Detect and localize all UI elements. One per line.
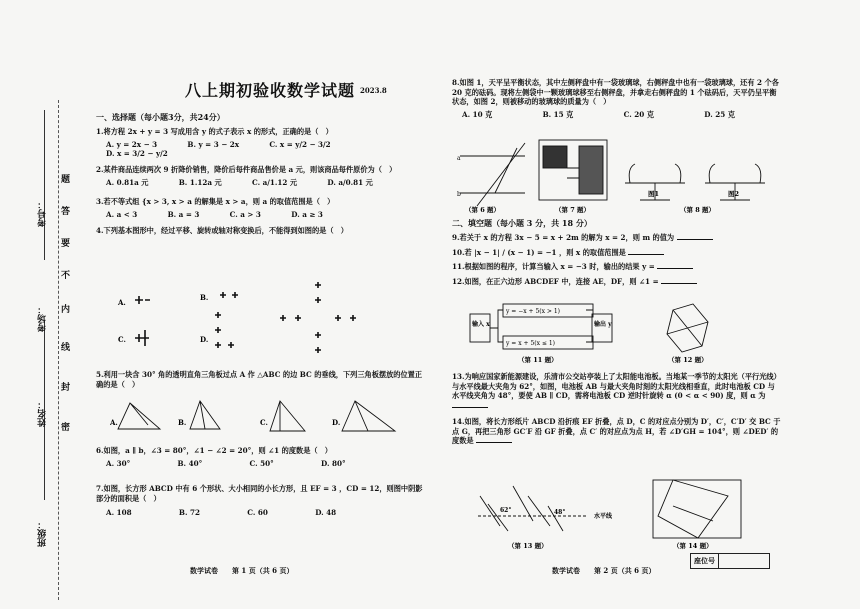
flow-top-label: y = −x + 5(x > 1) (506, 308, 561, 315)
seat-label: 座位号 (691, 554, 719, 568)
binding-strip (0, 90, 80, 609)
caption-f6: （第 6 题） (465, 206, 501, 214)
section-heading: 二、填空题（每小题 3 分，共 18 分） (452, 218, 592, 228)
option-b: B. 15 克 (542, 110, 574, 120)
q10-text: 10.若 |x − 1| / (x − 1) = −1 ，则 x 的取值范围是 (452, 247, 626, 257)
q11-q12-figures (468, 300, 768, 366)
option-c: C. a > 3 (229, 210, 261, 220)
seal-word: 密 (61, 423, 71, 433)
kaohao-label: 考号： (38, 200, 48, 227)
option-a: A. 108 (106, 507, 132, 517)
seal-word: 封 (61, 383, 71, 393)
seal-word: 要 (61, 239, 71, 249)
q5-label-d: D. (332, 418, 341, 427)
option-b: B. y = 3 − 2x (187, 139, 240, 149)
right-column-fill (452, 218, 782, 287)
answer-blank[interactable] (657, 262, 693, 269)
option-d: D. 25 克 (704, 110, 735, 120)
q4-label-a: A. (118, 298, 126, 307)
answer-blank[interactable] (476, 436, 512, 443)
seal-line (58, 100, 59, 600)
sun-rays (480, 486, 550, 526)
right-column-q13q14 (452, 372, 782, 446)
kaochang-label: 考场： (38, 305, 48, 332)
rect-abcd (653, 480, 741, 538)
label-a: a (457, 155, 461, 162)
question-3: 3.若不等式组 {x > 3, x > a 的解集是 x > a，则 a 的取值范围是（ ） (96, 197, 335, 207)
option-d: D. x = 3/2 − y/2 (106, 149, 168, 159)
option-a: A. y = 2x − 3 (106, 139, 158, 149)
flow-bottom-label: y = x + 5(x ≤ 1) (506, 340, 555, 347)
question-2: 2.某件商品连续两次 9 折降价销售，降价后每件商品售价是 a 元，则该商品每件原价为（ ） (96, 164, 397, 174)
option-a: A. 30° (106, 458, 131, 468)
caption-t2: 图2 (728, 190, 740, 198)
flow-input-box (470, 314, 490, 342)
caption-f12: （第 12 题） (668, 356, 708, 364)
fold-lines (658, 480, 728, 538)
triangle-a (118, 403, 160, 429)
seal-word: 答 (61, 207, 71, 217)
class-label: 班级： (38, 520, 48, 547)
transversal (477, 143, 525, 206)
question-9 (452, 233, 782, 243)
flow-output-box (592, 314, 612, 342)
q7-options (106, 508, 426, 518)
caption-f7: （第 7 题） (555, 206, 591, 214)
question-14 (452, 417, 782, 446)
option-b: B. a = 3 (167, 210, 200, 220)
q6-q8-figures (455, 138, 775, 216)
exam-date: 2023.8 (360, 86, 387, 95)
question-4: 4.下列基本图形中，经过平移、旋转或轴对称变换后，不能得到如图的是（ ） (96, 225, 348, 235)
horizontal-label: 水平线 (594, 513, 613, 520)
q4-figures (110, 280, 410, 360)
option-c: C. 60 (247, 507, 268, 517)
divider-line (44, 110, 45, 260)
footer-right: 数学试卷 第 2 页（共 6 页） (552, 566, 656, 575)
triangle-d (342, 401, 395, 431)
angle-48: 48° (554, 509, 566, 516)
option-d: D. 80° (320, 458, 346, 468)
question-8: 8.如图 1，天平呈平衡状态，其中左侧秤盘中有一袋玻璃球，右侧秤盘中也有一袋玻璃球，还有 2 个各 20 克的砝码。现将左侧袋中一颗玻璃球移至右侧秤盘，并拿走右侧秤盘的 1 个砝码后，天平仍呈平衡状态，如图 2，则被移动的玻璃球的质量为（ ） (452, 78, 779, 107)
transversal (495, 148, 517, 193)
answer-blank[interactable] (677, 233, 713, 240)
q13-text: 13.为响应国家新能源建设，乐清市公交站亭装上了太阳能电池板。当地某一季节的太阳光（平行光线）与水平线最大夹角为 62°，如图，电池板 AB 与最大夹角时刻的太阳光线相垂直，此时电池板 CD 与水平线夹角为 48°，要使 AB ∥ CD，需将电池板 CD 逆时针旋转 α (0 < α < 90) 度，则 α 为 (452, 372, 781, 401)
option-b: B. 40° (177, 458, 203, 468)
star-shape (215, 312, 234, 348)
seal-word: 题 (61, 175, 71, 185)
star-shape (315, 282, 321, 353)
q1-options (106, 140, 426, 159)
option-c: C. a/1.12 元 (251, 177, 298, 187)
question-13 (452, 372, 782, 411)
q5-label-b: B. (178, 418, 187, 427)
q11-text: 11.根据如图的程序，计算当输入 x = −3 时，输出的结果 y = (452, 262, 655, 272)
answer-blank[interactable] (452, 401, 488, 408)
star-shape (135, 330, 149, 346)
seal-word: 内 (61, 305, 71, 315)
q6-options (106, 459, 426, 469)
flow-output-label: 输出 y (594, 321, 612, 328)
flow-input-label: 输入 x (472, 321, 490, 328)
option-a: A. 0.81a 元 (106, 177, 149, 187)
option-d: D. a/0.81 元 (327, 177, 373, 187)
question-7: 7.如图，长方形 ABCD 中有 6 个形状、大小相同的小长方形，且 EF = 3 ，CD = 12，则图中阴影部分的面积是（ ） (96, 484, 423, 504)
caption-f11: （第 11 题） (518, 356, 558, 364)
question-12 (452, 277, 782, 287)
right-column (452, 78, 782, 120)
q8-options (462, 110, 782, 120)
exam-title: 八上期初验收数学试题 (185, 81, 356, 100)
q5-figures (110, 395, 430, 437)
caption-f13: （第 13 题） (508, 542, 548, 550)
question-6: 6.如图，a ∥ b，∠3 = 80°，∠1 − ∠2 = 20°，则 ∠1 的度数是（ ） (96, 446, 332, 455)
star-shape (220, 292, 238, 298)
option-a: A. 10 克 (462, 110, 493, 120)
label-b: b (457, 191, 461, 198)
q12-text: 12.如图，在正六边形 ABCDEF 中，连接 AE，DF，则 ∠1 = (452, 276, 659, 286)
seal-word: 线 (61, 343, 71, 353)
shaded-region (579, 146, 603, 194)
question-11 (452, 262, 782, 272)
seal-word: 不 (61, 271, 71, 281)
question-5: 5.利用一块含 30° 角的透明直角三角板过点 A 作 △ABC 的边 BC 的垂线，下列三角板摆放的位置正确的是（ ） (96, 370, 423, 389)
triangle-c (270, 401, 305, 431)
caption-f14: （第 14 题） (673, 542, 713, 550)
section-heading: 一、选择题（每小题3分，共24分） (96, 112, 225, 122)
q4-label-d: D. (200, 335, 209, 344)
q13-q14-figures (468, 476, 768, 552)
answer-blank[interactable] (628, 248, 664, 255)
q5-label-a: A. (110, 418, 118, 427)
option-c: C. 20 克 (623, 110, 654, 120)
question-1: 1.将方程 2x + y = 3 写成用含 y 的式子表示 x 的形式，正确的是（ ） (96, 126, 333, 136)
triangle-b (190, 401, 220, 429)
seat-number-box (690, 553, 770, 569)
q14-text: 14.如图，将长方形纸片 ABCD 沿折痕 EF 折叠，点 D，C 的对应点分别为 D′，C′，C′D′ 交 BC 于点 G，再把三角形 GC′F 沿 GF 折叠，点 C′ 的对应点为点 H，若 ∠D′GH = 104°，则 ∠DED′ 的度数是 (452, 416, 781, 446)
option-c: C. 50° (249, 458, 274, 468)
angle-62: 62° (500, 507, 512, 514)
option-b: B. 72 (178, 507, 200, 517)
left-column (96, 112, 426, 236)
q4-label-c: C. (118, 335, 126, 344)
footer-left: 数学试卷 第 1 页（共 6 页） (190, 566, 294, 575)
hex-diagonals (667, 310, 708, 346)
option-c: C. x = y/2 − 3/2 (269, 139, 331, 149)
star-shape (280, 315, 356, 321)
left-column-q6q7 (96, 446, 426, 518)
option-d: D. 48 (315, 507, 337, 517)
name-label: 姓名： (38, 400, 48, 427)
q3-options (106, 210, 426, 220)
option-d: D. a ≥ 3 (291, 210, 323, 220)
question-10 (452, 248, 782, 258)
star-shape (135, 296, 150, 304)
q9-text: 9.若关于 x 的方程 3x − 5 = x + 2m 的解为 x = 2，则 m 的值为 (452, 232, 675, 242)
caption-f8: （第 8 题） (680, 206, 716, 214)
q4-label-b: B. (200, 293, 209, 302)
shaded-region (543, 146, 567, 168)
caption-t1: 图1 (648, 190, 660, 198)
small-rects (567, 168, 579, 178)
option-b: B. 1.12a 元 (178, 177, 222, 187)
option-a: A. a < 3 (106, 210, 138, 220)
q5-label-c: C. (260, 418, 268, 427)
answer-blank[interactable] (661, 277, 697, 284)
left-column-lower (96, 370, 426, 389)
q2-options (106, 178, 426, 188)
